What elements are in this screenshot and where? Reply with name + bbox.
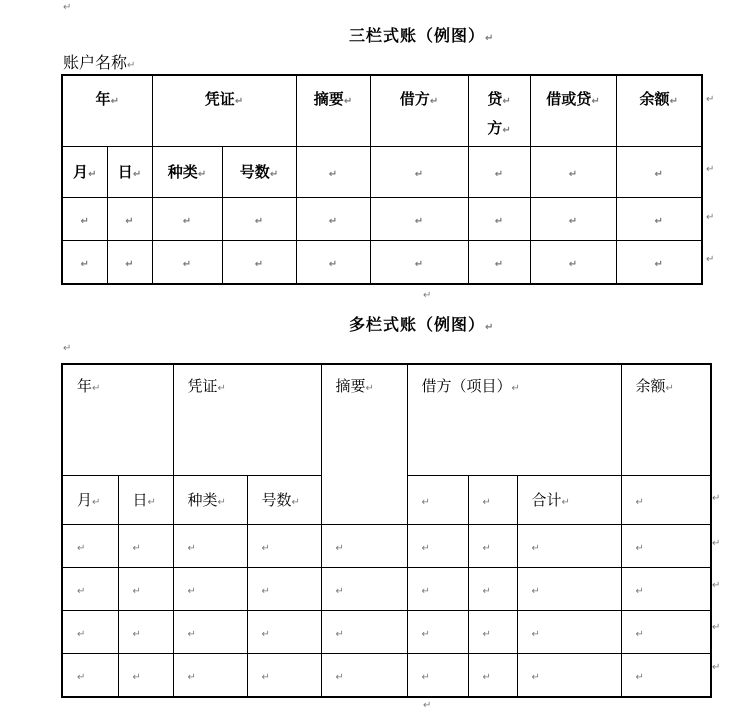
total-header: 合计↵: [517, 475, 621, 524]
table-cell: ↵: [407, 567, 468, 610]
year-header: 年↵: [62, 364, 173, 475]
table-cell: ↵: [107, 240, 152, 284]
year-header: 年↵: [62, 75, 152, 146]
debit-or-credit-header: 借或贷↵: [530, 75, 616, 146]
table-cell: ↵: [621, 653, 711, 697]
table-cell: ↵: [621, 610, 711, 653]
table-cell: ↵: [173, 610, 247, 653]
table-cell: ↵: [530, 146, 616, 197]
table-cell: ↵: [616, 146, 702, 197]
table-row: [62, 653, 711, 697]
number-header: 号数↵: [247, 475, 321, 524]
row-end-mark: ↵: [706, 94, 715, 105]
table-cell: ↵: [118, 610, 173, 653]
table-cell: ↵: [62, 610, 118, 653]
table-cell: ↵: [407, 475, 468, 524]
table-cell: ↵: [468, 610, 517, 653]
paragraph-mark: ↵: [63, 2, 72, 13]
debit-items-header: 借方（项目）↵: [407, 364, 621, 475]
table-cell: ↵: [517, 653, 621, 697]
table-cell: ↵: [118, 653, 173, 697]
table-cell: ↵: [468, 653, 517, 697]
balance-header: 余额↵: [616, 75, 702, 146]
header-row: [62, 75, 702, 146]
table-cell: ↵: [247, 567, 321, 610]
table-cell: ↵: [296, 146, 370, 197]
table-cell: ↵: [107, 197, 152, 240]
row-end-mark: ↵: [712, 538, 721, 549]
account-name-label: [63, 50, 135, 73]
three-column-ledger-title: [349, 23, 494, 46]
table-cell: ↵: [407, 653, 468, 697]
table-cell: ↵: [407, 610, 468, 653]
title-text: 多栏式账（例图）: [349, 315, 486, 334]
table-cell: ↵: [296, 240, 370, 284]
table-cell: ↵: [321, 653, 407, 697]
table-row: [62, 240, 702, 284]
summary-header: 摘要↵: [321, 364, 407, 524]
subheader-row: [62, 146, 702, 197]
table-cell: ↵: [152, 197, 222, 240]
row-end-mark: ↵: [706, 254, 715, 265]
debit-header: 借方↵: [370, 75, 468, 146]
table-cell: ↵: [173, 653, 247, 697]
table-cell: ↵: [468, 146, 530, 197]
table-cell: ↵: [468, 524, 517, 567]
table-cell: ↵: [222, 197, 296, 240]
table-row: [62, 567, 711, 610]
header-row: [62, 364, 711, 475]
paragraph-mark: ↵: [423, 700, 432, 711]
table-cell: ↵: [616, 240, 702, 284]
paragraph-mark: ↵: [63, 343, 72, 354]
table-cell: ↵: [530, 240, 616, 284]
table-cell: ↵: [247, 524, 321, 567]
table-cell: ↵: [370, 146, 468, 197]
table-cell: ↵: [407, 524, 468, 567]
table-cell: ↵: [517, 610, 621, 653]
table-cell: ↵: [173, 567, 247, 610]
table-cell: ↵: [517, 524, 621, 567]
table-cell: ↵: [62, 524, 118, 567]
table-cell: ↵: [152, 240, 222, 284]
summary-header: 摘要↵: [296, 75, 370, 146]
row-end-mark: ↵: [712, 493, 721, 504]
row-end-mark: ↵: [706, 164, 715, 175]
voucher-header: 凭证↵: [152, 75, 296, 146]
table-cell: ↵: [62, 567, 118, 610]
number-header: 号数↵: [222, 146, 296, 197]
paragraph-mark: ↵: [485, 33, 495, 44]
table-row: [62, 197, 702, 240]
paragraph-mark: ↵: [423, 290, 432, 301]
table-cell: ↵: [530, 197, 616, 240]
multi-column-ledger-title: [349, 312, 494, 335]
table-cell: ↵: [468, 567, 517, 610]
table-row: [62, 524, 711, 567]
three-column-ledger-table: [61, 74, 703, 285]
table-cell: ↵: [296, 197, 370, 240]
balance-header: 余额↵: [621, 364, 711, 475]
title-text: 三栏式账（例图）: [349, 26, 486, 45]
table-cell: ↵: [321, 524, 407, 567]
table-cell: ↵: [468, 475, 517, 524]
month-header: 月↵: [62, 475, 118, 524]
table-row: [62, 610, 711, 653]
table-cell: ↵: [321, 610, 407, 653]
table-cell: ↵: [222, 240, 296, 284]
table-cell: ↵: [118, 524, 173, 567]
voucher-header: 凭证↵: [173, 364, 321, 475]
multi-column-ledger-table: [61, 363, 712, 698]
table-cell: ↵: [616, 197, 702, 240]
row-end-mark: ↵: [712, 580, 721, 591]
table-cell: ↵: [321, 567, 407, 610]
table-cell: ↵: [370, 197, 468, 240]
table-cell: ↵: [173, 524, 247, 567]
day-header: 日↵: [107, 146, 152, 197]
credit-header: 贷↵ 方↵: [468, 75, 530, 146]
table-cell: ↵: [621, 475, 711, 524]
row-end-mark: ↵: [712, 622, 721, 633]
table-cell: ↵: [468, 240, 530, 284]
table-cell: ↵: [62, 197, 107, 240]
month-header: 月↵: [62, 146, 107, 197]
table-cell: ↵: [247, 610, 321, 653]
row-end-mark: ↵: [712, 662, 721, 673]
table-cell: ↵: [247, 653, 321, 697]
paragraph-mark: ↵: [127, 60, 136, 71]
table-cell: ↵: [517, 567, 621, 610]
paragraph-mark: ↵: [485, 322, 495, 333]
table-cell: ↵: [621, 524, 711, 567]
table-cell: ↵: [370, 240, 468, 284]
row-end-mark: ↵: [706, 212, 715, 223]
day-header: 日↵: [118, 475, 173, 524]
table-cell: ↵: [118, 567, 173, 610]
table-cell: ↵: [62, 653, 118, 697]
kind-header: 种类↵: [173, 475, 247, 524]
table-cell: ↵: [62, 240, 107, 284]
account-name-text: 账户名称: [63, 53, 128, 72]
table-cell: ↵: [621, 567, 711, 610]
kind-header: 种类↵: [152, 146, 222, 197]
table-cell: ↵: [468, 197, 530, 240]
